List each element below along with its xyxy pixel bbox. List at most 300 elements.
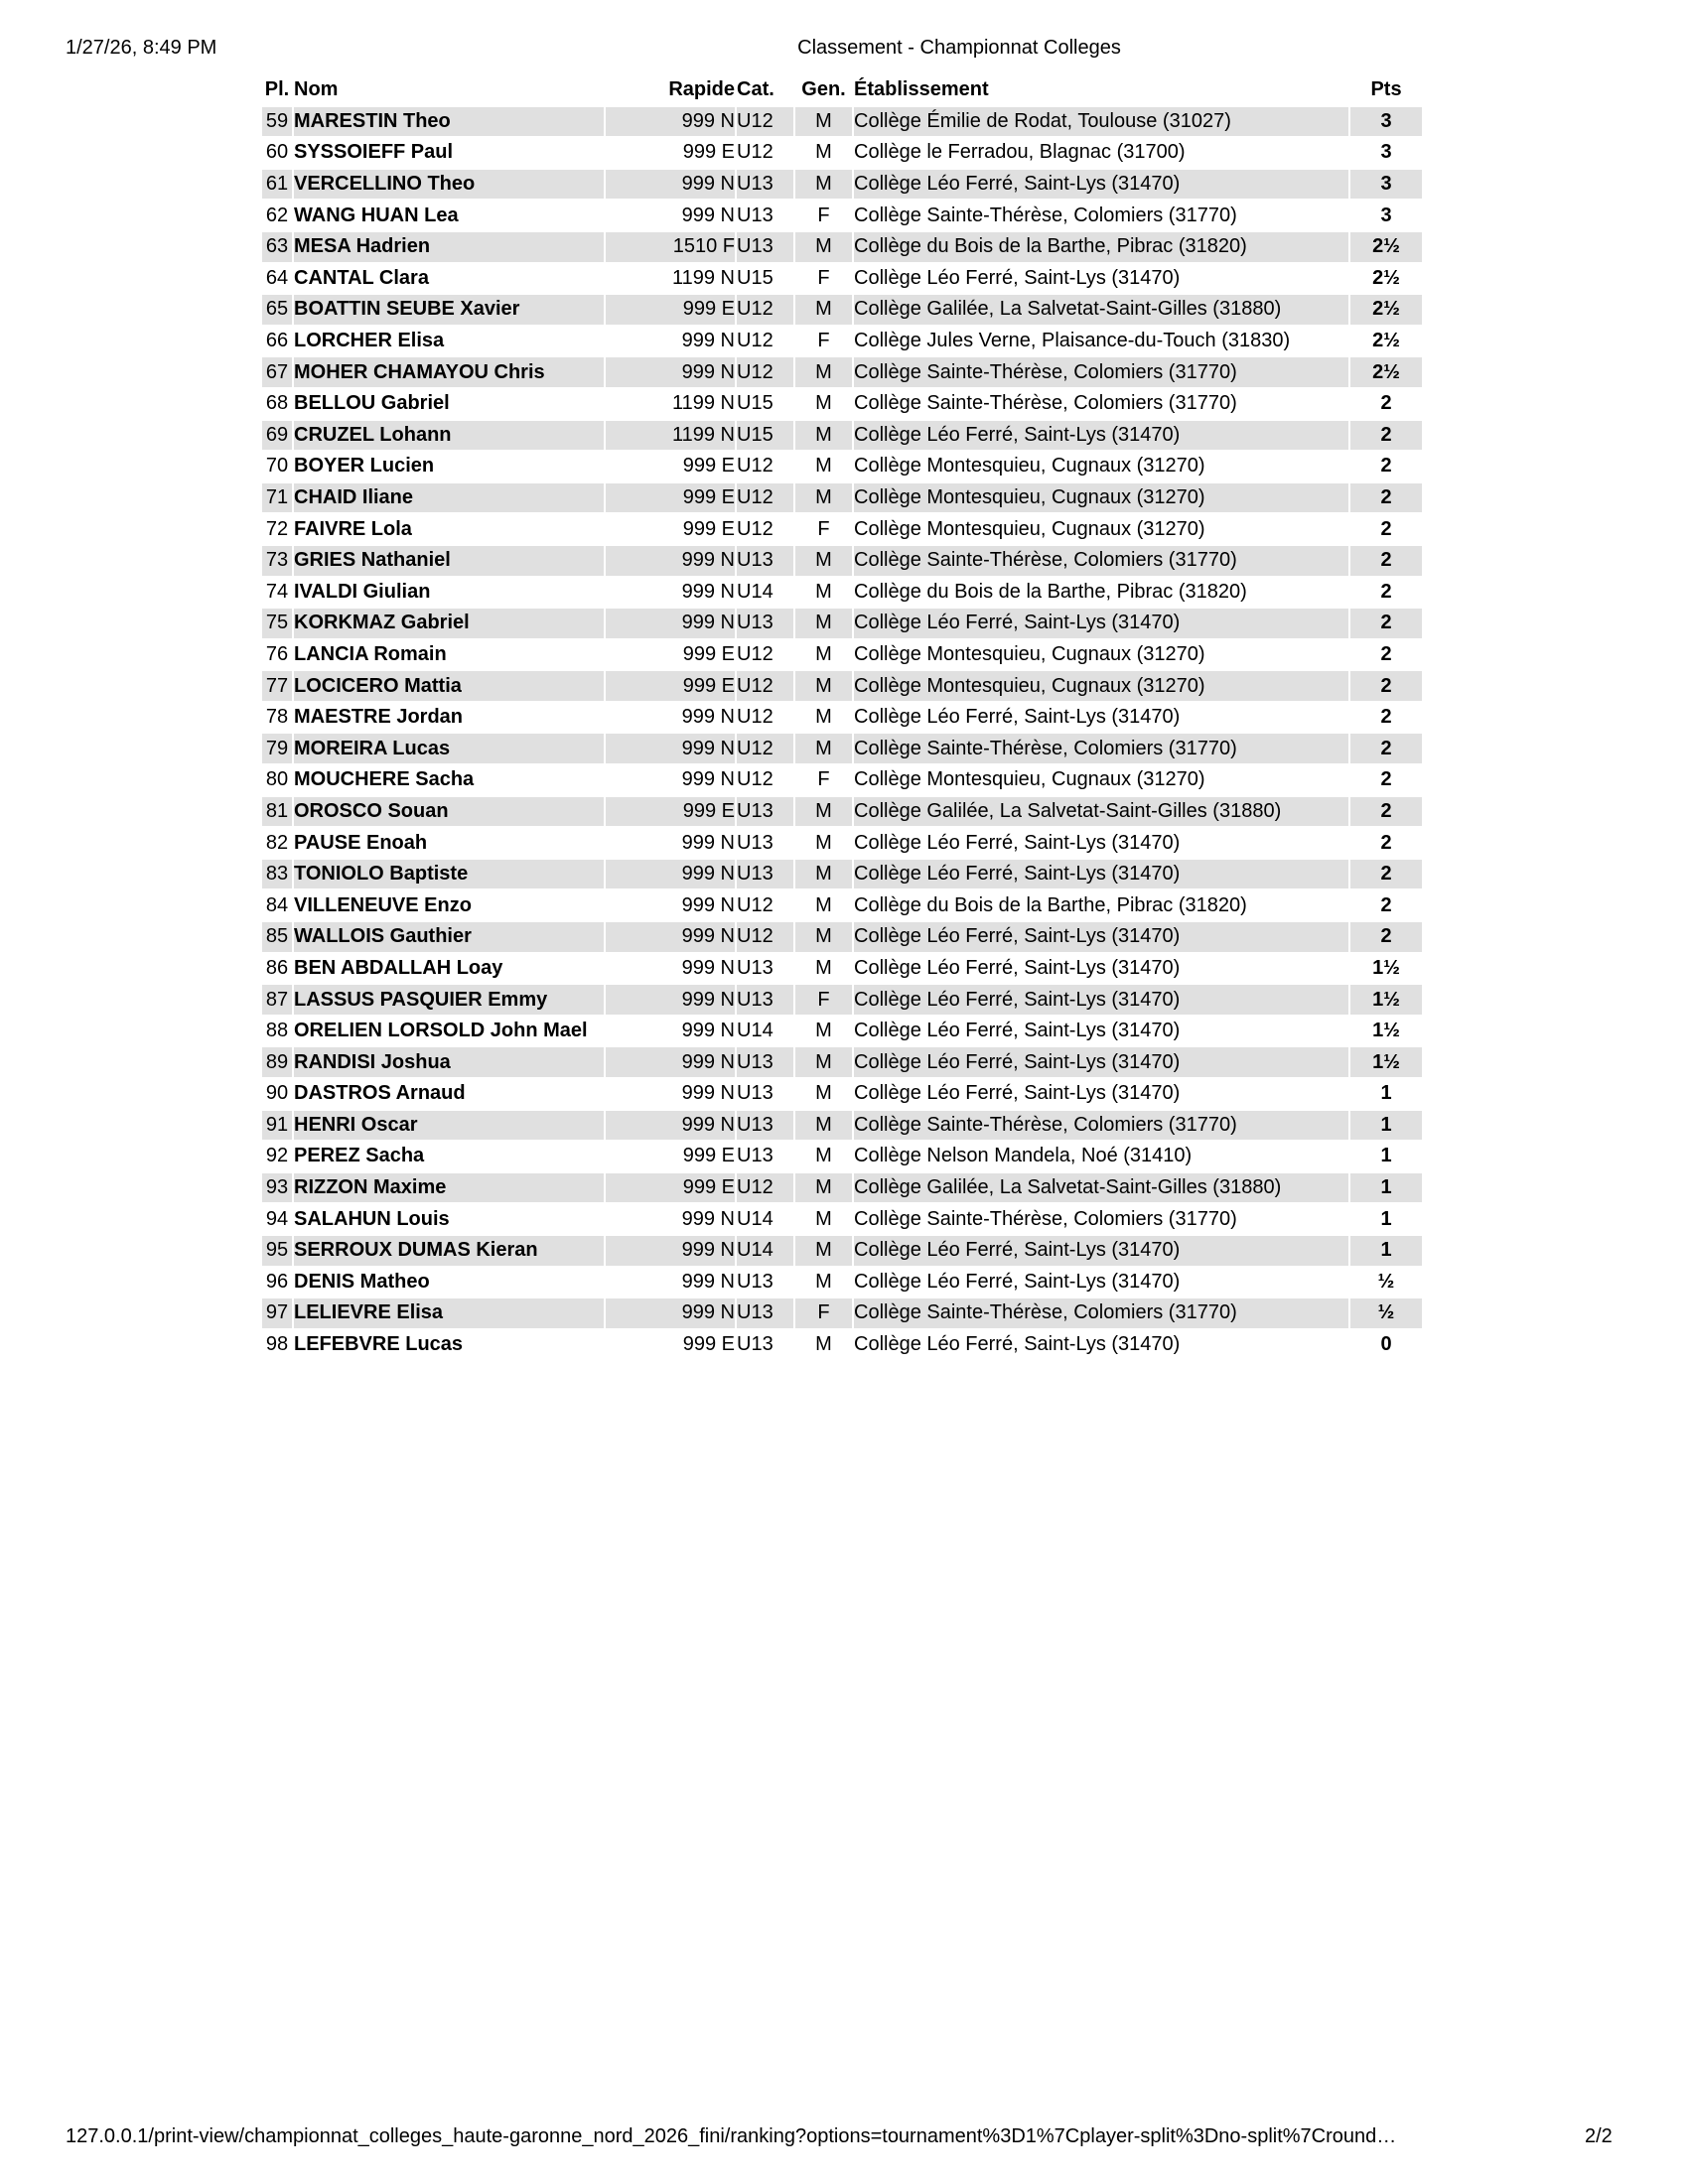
cell-etab: Collège Léo Ferré, Saint-Lys (31470) [854,1020,1181,1042]
cell-gen: F [795,1298,852,1328]
cell-pl: 84 [265,893,289,916]
cell-nom: PAUSE Enoah [294,831,428,854]
cell-nom: LORCHER Elisa [294,330,445,352]
table-row [262,546,1422,576]
cell-pts: ½ [1350,1298,1422,1328]
cell-nom: VERCELLINO Theo [294,170,604,200]
cell-etab: Collège Montesquieu, Cugnaux (31270) [854,483,1348,513]
cell-nom: LELIEVRE Elisa [294,1298,604,1328]
cell-gen: M [795,1047,852,1077]
cell-nom: FAIVRE Lola [294,517,412,540]
cell-pts: 2 [1380,517,1392,540]
table-row [262,201,1422,230]
cell-pl: 74 [265,580,289,603]
cell-etab: Collège Léo Ferré, Saint-Lys (31470) [854,170,1348,200]
cell-pl: 65 [262,295,292,325]
table-row [262,1047,1422,1077]
cell-pts: 2 [1380,580,1392,603]
cell-nom: LEFEBVRE Lucas [294,1333,464,1356]
cell-gen: M [815,642,832,665]
table-row [262,578,1422,608]
cell-pl: 87 [262,985,292,1015]
cell-rapide: 999 N [606,985,735,1015]
cell-rapide: 999 E [682,455,735,478]
cell-etab: Collège Sainte-Thérèse, Colomiers (31770) [854,1298,1348,1328]
cell-rapide: 999 N [681,1020,735,1042]
cell-pts: 1 [1350,1173,1422,1203]
table-row [262,765,1422,795]
cell-rapide: 999 N [681,1207,735,1230]
cell-etab: Collège Galilée, La Salvetat-Saint-Gilles (31880) [854,797,1348,827]
cell-cat: U12 [737,642,774,665]
cell-pl: 61 [262,170,292,200]
cell-pl: 68 [265,392,289,415]
cell-nom: SYSSOIEFF Paul [294,141,454,164]
cell-cat: U14 [737,1020,774,1042]
cell-cat: U13 [737,956,774,979]
cell-cat: U12 [737,141,774,164]
cell-nom: CANTAL Clara [294,266,429,289]
cell-nom: DASTROS Arnaud [294,1082,466,1105]
cell-nom: MAESTRE Jordan [294,706,464,729]
cell-nom: HENRI Oscar [294,1111,604,1141]
cell-cat: U13 [737,985,793,1015]
cell-gen: M [795,546,852,576]
cell-pl: 89 [262,1047,292,1077]
cell-etab: Collège Léo Ferré, Saint-Lys (31470) [854,1270,1181,1293]
cell-pts: 2 [1350,546,1422,576]
cell-nom: WANG HUAN Lea [294,204,459,226]
cell-nom: VILLENEUVE Enzo [294,893,472,916]
cell-etab: Collège Montesquieu, Cugnaux (31270) [854,671,1348,701]
table-row [262,483,1422,513]
cell-rapide: 999 N [606,1236,735,1266]
table-row [262,797,1422,827]
cell-cat: U13 [737,797,793,827]
table-row [262,703,1422,733]
cell-gen: M [815,1082,832,1105]
table-row [262,295,1422,325]
cell-etab: Collège Montesquieu, Cugnaux (31270) [854,517,1205,540]
table-row [262,514,1422,544]
cell-rapide: 999 E [606,1173,735,1203]
cell-pl: 60 [265,141,289,164]
cell-pl: 82 [265,831,289,854]
cell-etab: Collège le Ferradou, Blagnac (31700) [854,141,1186,164]
cell-pl: 80 [265,768,289,791]
cell-gen: M [795,1111,852,1141]
cell-nom: LASSUS PASQUIER Emmy [294,985,604,1015]
cell-nom: WALLOIS Gauthier [294,922,604,952]
cell-etab: Collège Léo Ferré, Saint-Lys (31470) [854,922,1348,952]
cell-nom: IVALDI Giulian [294,580,431,603]
cell-gen: M [795,483,852,513]
cell-rapide: 999 N [681,956,735,979]
cell-pts: 1½ [1372,956,1400,979]
cell-gen: M [795,609,852,638]
cell-pl: 71 [262,483,292,513]
cell-gen: F [795,985,852,1015]
cell-nom: BEN ABDALLAH Loay [294,956,503,979]
cell-rapide: 999 N [681,204,735,226]
cell-gen: M [795,295,852,325]
cell-cat: U14 [737,1236,793,1266]
header-row [262,75,1422,105]
cell-rapide: 1199 N [671,392,735,415]
cell-pl: 78 [265,706,289,729]
cell-rapide: 999 N [606,1047,735,1077]
cell-rapide: 999 N [606,1298,735,1328]
cell-rapide: 999 N [606,170,735,200]
cell-pl: 86 [265,956,289,979]
cell-etab: Collège Léo Ferré, Saint-Lys (31470) [854,421,1348,451]
cell-etab: Collège Léo Ferré, Saint-Lys (31470) [854,860,1348,889]
cell-nom: TONIOLO Baptiste [294,860,604,889]
cell-pts: 2 [1350,421,1422,451]
table-row [262,922,1422,952]
cell-cat: U12 [737,107,793,137]
cell-pts: 1 [1380,1082,1392,1105]
cell-cat: U13 [737,860,793,889]
cell-pl: 79 [262,734,292,763]
table-row [262,1111,1422,1141]
cell-pts: 2 [1350,734,1422,763]
cell-nom: BELLOU Gabriel [294,392,450,415]
cell-rapide: 999 N [606,609,735,638]
page-title: Classement - Championnat Colleges [797,37,1121,59]
cell-gen: M [795,421,852,451]
cell-cat: U13 [737,1145,774,1167]
cell-cat: U12 [737,483,793,513]
cell-pl: 91 [262,1111,292,1141]
cell-pl: 70 [265,455,289,478]
cell-cat: U14 [737,1207,774,1230]
cell-cat: U13 [737,546,793,576]
cell-pts: 2½ [1350,295,1422,325]
table-row [262,264,1422,294]
cell-pts: 2 [1380,455,1392,478]
cell-gen: F [817,204,830,226]
table-row [262,452,1422,481]
cell-gen: M [815,1207,832,1230]
cell-nom: MOREIRA Lucas [294,734,604,763]
cell-nom: DENIS Matheo [294,1270,430,1293]
cell-pl: 95 [262,1236,292,1266]
cell-etab: Collège Sainte-Thérèse, Colomiers (31770) [854,1207,1237,1230]
table-row [262,985,1422,1015]
cell-gen: M [795,671,852,701]
cell-gen: M [815,1020,832,1042]
cell-pts: 2½ [1350,232,1422,262]
column-header-establishment: Établissement [854,78,989,101]
cell-nom: BOATTIN SEUBE Xavier [294,295,604,325]
cell-pts: 1 [1380,1207,1392,1230]
cell-pts: 2 [1380,768,1392,791]
cell-etab: Collège Montesquieu, Cugnaux (31270) [854,455,1205,478]
cell-cat: U14 [737,580,774,603]
cell-pts: 2 [1350,797,1422,827]
cell-nom: LANCIA Romain [294,642,447,665]
table-row [262,327,1422,356]
ranking-table-body [262,107,1422,1360]
cell-cat: U13 [737,1333,774,1356]
table-row [262,954,1422,984]
cell-gen: M [815,893,832,916]
cell-etab: Collège Léo Ferré, Saint-Lys (31470) [854,609,1348,638]
cell-cat: U12 [737,455,774,478]
cell-cat: U13 [737,1111,793,1141]
table-row [262,734,1422,763]
cell-etab: Collège Léo Ferré, Saint-Lys (31470) [854,1236,1348,1266]
cell-rapide: 1199 N [606,421,735,451]
cell-cat: U12 [737,357,793,387]
cell-gen: M [815,1333,832,1356]
cell-pts: 2 [1350,922,1422,952]
table-row [262,1204,1422,1234]
cell-pts: 1½ [1350,1047,1422,1077]
cell-rapide: 999 E [682,1333,735,1356]
cell-nom: RIZZON Maxime [294,1173,604,1203]
cell-rapide: 999 N [681,706,735,729]
cell-rapide: 999 N [681,1082,735,1105]
table-row [262,389,1422,419]
cell-cat: U13 [737,1082,774,1105]
cell-pl: 90 [265,1082,289,1105]
table-row [262,671,1422,701]
cell-nom: LOCICERO Mattia [294,671,604,701]
cell-rapide: 999 N [681,768,735,791]
cell-cat: U13 [737,831,774,854]
cell-gen: M [795,357,852,387]
cell-pl: 62 [265,204,289,226]
cell-etab: Collège du Bois de la Barthe, Pibrac (31820) [854,232,1348,262]
cell-gen: M [815,580,832,603]
cell-cat: U15 [737,392,774,415]
cell-rapide: 999 E [606,671,735,701]
cell-pl: 98 [265,1333,289,1356]
cell-nom: CRUZEL Lohann [294,421,604,451]
cell-rapide: 999 E [606,483,735,513]
cell-etab: Collège Sainte-Thérèse, Colomiers (31770) [854,546,1348,576]
cell-etab: Collège Sainte-Thérèse, Colomiers (31770) [854,1111,1348,1141]
cell-rapide: 999 N [606,734,735,763]
cell-rapide: 999 N [606,922,735,952]
cell-rapide: 999 E [606,295,735,325]
cell-nom: RANDISI Joshua [294,1047,604,1077]
cell-etab: Collège Galilée, La Salvetat-Saint-Gilles (31880) [854,1173,1348,1203]
cell-pl: 64 [265,266,289,289]
cell-gen: F [817,517,830,540]
cell-etab: Collège Léo Ferré, Saint-Lys (31470) [854,1333,1181,1356]
cell-etab: Collège du Bois de la Barthe, Pibrac (31820) [854,893,1247,916]
cell-rapide: 999 N [681,1270,735,1293]
cell-pl: 69 [262,421,292,451]
table-row [262,890,1422,920]
cell-rapide: 999 N [606,860,735,889]
cell-nom: PEREZ Sacha [294,1145,425,1167]
cell-pl: 76 [265,642,289,665]
cell-nom: MARESTIN Theo [294,107,604,137]
cell-cat: U15 [737,266,774,289]
cell-etab: Collège Léo Ferré, Saint-Lys (31470) [854,831,1181,854]
cell-etab: Collège Galilée, La Salvetat-Saint-Gilles (31880) [854,295,1348,325]
cell-pts: 2½ [1372,330,1400,352]
table-row [262,1142,1422,1171]
cell-pl: 59 [262,107,292,137]
cell-pl: 66 [265,330,289,352]
cell-rapide: 999 N [606,107,735,137]
cell-gen: M [815,392,832,415]
cell-pl: 97 [262,1298,292,1328]
cell-cat: U12 [737,706,774,729]
cell-nom: ORELIEN LORSOLD John Mael [294,1020,588,1042]
footer-page-number: 2/2 [1585,2125,1613,2147]
cell-cat: U13 [737,1270,774,1293]
cell-nom: MESA Hadrien [294,232,604,262]
cell-cat: U12 [737,893,774,916]
cell-rapide: 999 E [682,1145,735,1167]
cell-etab: Collège Émilie de Rodat, Toulouse (31027) [854,107,1348,137]
cell-pts: 1½ [1372,1020,1400,1042]
cell-pl: 94 [265,1207,289,1230]
cell-pts: 2 [1350,483,1422,513]
cell-pl: 85 [262,922,292,952]
cell-gen: F [817,266,830,289]
cell-pl: 92 [265,1145,289,1167]
cell-rapide: 999 E [606,797,735,827]
cell-gen: F [817,768,830,791]
cell-etab: Collège Nelson Mandela, Noé (31410) [854,1145,1193,1167]
cell-gen: M [815,1145,832,1167]
cell-etab: Collège Montesquieu, Cugnaux (31270) [854,642,1205,665]
table-row [262,1236,1422,1266]
cell-rapide: 999 E [682,517,735,540]
cell-gen: M [795,860,852,889]
cell-gen: M [795,922,852,952]
cell-cat: U13 [737,204,774,226]
cell-etab: Collège Sainte-Thérèse, Colomiers (31770) [854,392,1237,415]
cell-etab: Collège Léo Ferré, Saint-Lys (31470) [854,266,1181,289]
cell-gen: M [795,170,852,200]
cell-gen: M [815,831,832,854]
cell-rapide: 999 E [682,642,735,665]
cell-pts: 2 [1350,860,1422,889]
cell-gen: M [795,797,852,827]
cell-etab: Collège Jules Verne, Plaisance-du-Touch (31830) [854,330,1291,352]
cell-rapide: 999 N [681,330,735,352]
cell-pts: 1½ [1350,985,1422,1015]
cell-cat: U12 [737,671,793,701]
cell-etab: Collège Sainte-Thérèse, Colomiers (31770) [854,357,1348,387]
table-row [262,1330,1422,1360]
cell-pl: 67 [262,357,292,387]
cell-gen: M [795,734,852,763]
cell-etab: Collège Sainte-Thérèse, Colomiers (31770) [854,734,1348,763]
cell-pl: 75 [262,609,292,638]
cell-cat: U13 [737,609,793,638]
cell-cat: U13 [737,1047,793,1077]
column-header-name: Nom [294,78,339,101]
cell-pl: 83 [262,860,292,889]
cell-cat: U15 [737,421,793,451]
cell-cat: U12 [737,1173,793,1203]
cell-rapide: 999 N [681,831,735,854]
table-row [262,138,1422,168]
cell-pts: 2 [1380,893,1392,916]
table-row [262,1173,1422,1203]
cell-pts: 2½ [1350,357,1422,387]
cell-etab: Collège Léo Ferré, Saint-Lys (31470) [854,1082,1181,1105]
cell-cat: U13 [737,1298,793,1328]
cell-pts: 2 [1380,642,1392,665]
cell-gen: M [815,956,832,979]
cell-etab: Collège du Bois de la Barthe, Pibrac (31820) [854,580,1247,603]
cell-pts: 2 [1350,609,1422,638]
cell-cat: U12 [737,517,774,540]
cell-etab: Collège Léo Ferré, Saint-Lys (31470) [854,985,1348,1015]
cell-rapide: 1510 F [606,232,735,262]
cell-pts: 2 [1380,392,1392,415]
column-header-rapid-rating: Rapide [668,78,735,101]
cell-gen: M [795,232,852,262]
table-row [262,1298,1422,1328]
cell-rapide: 999 N [681,893,735,916]
cell-nom: MOUCHERE Sacha [294,768,475,791]
cell-etab: Collège Sainte-Thérèse, Colomiers (31770) [854,204,1237,226]
column-header-gender: Gen. [801,78,846,101]
cell-pts: ½ [1377,1270,1395,1293]
cell-nom: SERROUX DUMAS Kieran [294,1236,604,1266]
cell-nom: CHAID Iliane [294,483,604,513]
cell-pts: 2 [1380,706,1392,729]
table-row [262,107,1422,137]
table-row [262,421,1422,451]
cell-gen: M [815,455,832,478]
table-row [262,170,1422,200]
cell-pl: 81 [262,797,292,827]
cell-gen: F [817,330,830,352]
cell-gen: M [815,706,832,729]
cell-pts: 2½ [1372,266,1400,289]
cell-pl: 93 [262,1173,292,1203]
cell-pts: 1 [1380,1145,1392,1167]
cell-pts: 2 [1350,671,1422,701]
cell-pts: 3 [1380,141,1392,164]
cell-cat: U12 [737,768,774,791]
cell-cat: U12 [737,734,793,763]
table-row [262,640,1422,670]
cell-cat: U12 [737,922,793,952]
table-row [262,860,1422,889]
cell-pts: 3 [1350,170,1422,200]
cell-etab: Collège Léo Ferré, Saint-Lys (31470) [854,1047,1348,1077]
column-header-points: Pts [1370,78,1402,101]
table-row [262,232,1422,262]
cell-pl: 63 [262,232,292,262]
cell-pl: 88 [265,1020,289,1042]
cell-cat: U12 [737,330,774,352]
table-row [262,1079,1422,1109]
table-row [262,828,1422,858]
cell-cat: U12 [737,295,793,325]
cell-rapide: 999 N [606,357,735,387]
cell-gen: M [815,141,832,164]
cell-pl: 77 [262,671,292,701]
cell-pts: 2 [1380,831,1392,854]
cell-gen: M [815,1270,832,1293]
cell-pts: 1 [1350,1111,1422,1141]
table-row [262,1268,1422,1297]
